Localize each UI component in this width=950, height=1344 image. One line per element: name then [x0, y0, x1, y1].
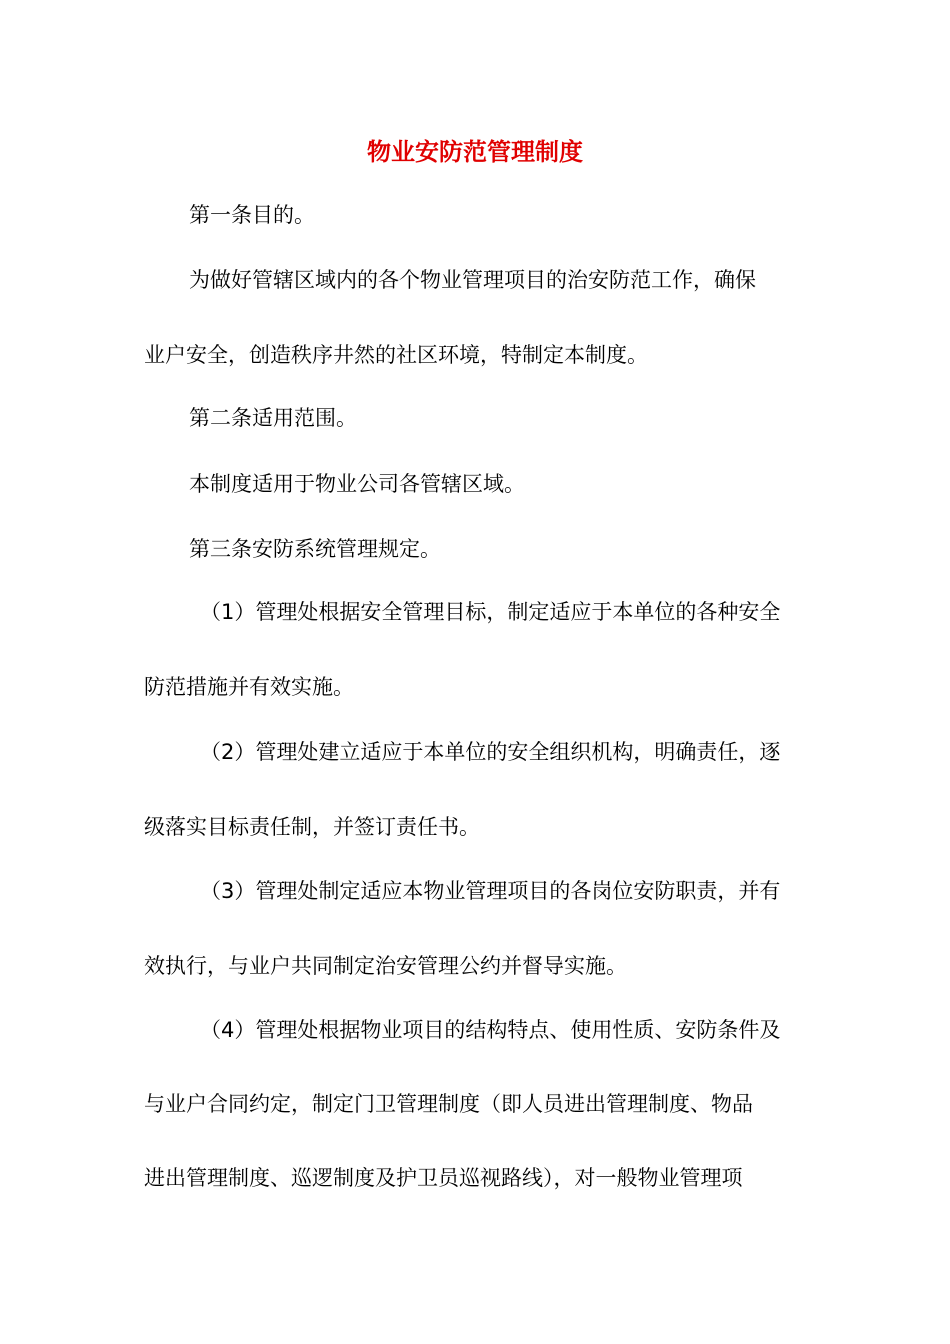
paragraph-line: 进出管理制度、巡逻制度及护卫员巡视路线），对一般物业管理项: [144, 1166, 743, 1190]
paragraph-line: （3）管理处制定适应本物业管理项目的各岗位安防职责，并有: [200, 879, 781, 903]
paragraph-line: 业户安全，创造秩序井然的社区环境，特制定本制度。: [144, 343, 648, 367]
article-2-heading: 第二条适用范围。: [189, 406, 357, 430]
paragraph-line: 为做好管辖区域内的各个物业管理项目的治安防范工作，确保: [189, 268, 756, 292]
paragraph-line: （1）管理处根据安全管理目标，制定适应于本单位的各种安全: [200, 600, 781, 624]
paragraph-line: 防范措施并有效实施。: [144, 675, 354, 699]
article-1-heading: 第一条目的。: [189, 203, 315, 227]
paragraph-line: 与业户合同约定，制定门卫管理制度（即人员进出管理制度、物品: [144, 1092, 753, 1116]
document-title: 物业安防范管理制度: [367, 138, 583, 166]
paragraph-line: （2）管理处建立适应于本单位的安全组织机构，明确责任，逐: [200, 740, 781, 764]
paragraph-line: （4）管理处根据物业项目的结构特点、使用性质、安防条件及: [200, 1018, 781, 1042]
paragraph-line: 级落实目标责任制，并签订责任书。: [144, 815, 480, 839]
paragraph-line: 本制度适用于物业公司各管辖区域。: [189, 472, 525, 496]
article-3-heading: 第三条安防系统管理规定。: [189, 537, 441, 561]
paragraph-line: 效执行，与业户共同制定治安管理公约并督导实施。: [144, 954, 627, 978]
